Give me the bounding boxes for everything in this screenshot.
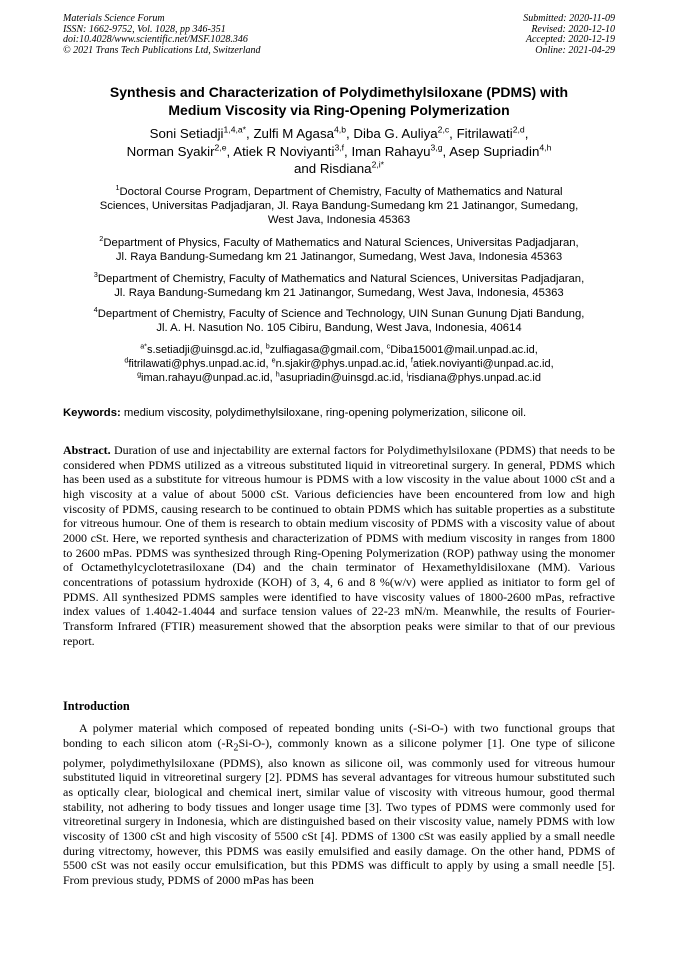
author-sup: 3,f [334,142,345,153]
email-line [63,343,615,357]
accepted-date: Accepted: 2020-12-19 [525,34,615,46]
email-sup: c [386,342,391,351]
email-sup: f [410,356,413,365]
author-sep: , [344,143,352,159]
email-address: s.setiadji@uinsgd.ac.id, [146,344,266,356]
keywords-text: medium viscosity, polydimethylsiloxane, ring-opening polymerization, silicone oil. [120,407,527,419]
affiliation-text: Department of Chemistry, Faculty of Mathematics and Natural Sciences, Universitas Padjadjaran, [97,273,585,285]
affiliation-line [63,185,615,199]
author-sep: , [346,126,354,141]
affiliation-line: West Java, Indonesia 45363 [267,214,411,227]
affiliation-sup: 1 [115,183,120,193]
affiliation-sup: 2 [99,234,104,244]
intro-text-part: A polymer material which composed of repeated bonding units (-Si-O-) with two functional groups that bonding to each silicon atom (-R [63,721,615,750]
issn-line: ISSN: 1662-9752, Vol. 1028, pp 346-351 [63,23,226,35]
affiliation-text: Doctoral Course Program, Department of Chemistry, Faculty of Mathematics and Natural [119,186,563,198]
author-name: Soni Setiadji [149,126,224,141]
affiliation-line: Jl. A. H. Nasution No. 105 Cibiru, Bandung, West Java, Indonesia, 40614 [156,322,522,335]
email-sup: h [275,370,280,379]
abstract [63,443,615,648]
email-address: risdiana@phys.unpad.ac.id [408,372,541,385]
affiliation-text: Department of Chemistry, Faculty of Science and Technology, UIN Sunan Gunung Djati Bandung, [97,308,585,320]
author-sup: 4,b [334,124,346,135]
title-line: Synthesis and Characterization of Polydimethylsiloxane (PDMS) with [109,84,569,100]
submission-dates [523,14,615,56]
online-date: Online: 2021-04-29 [535,44,615,56]
revised-date: Revised: 2020-12-10 [531,23,615,35]
author-name: Atiek R Noviyanti [233,143,335,159]
abstract-text: Duration of use and injectability are external factors for Polydimethylsiloxane (PDMS) that needs to be considered when PDMS utilized as a vitreous substituted liquid in vitreoretinal surgery. In general, PDMS which has been used as a substitute for vitreous humour is PDMS with a low viscosity in the value about 1000 cSt and a high viscosity at a value of about 5000 cSt. Various deficiencies have been encountered from low and high viscosity of PDMS, causing research to be continued to obtain PDMS which has suitable properties as a substitute for vitreous humour. One of them is research to obtain medium viscosity of PDMS with a viscosity value of about 2000 cSt. Here, we reported synthesis and characterization of PDMS with medium viscosity in ranges from 1800 to 2600 mPas. PDMS was synthesized through Ring-Opening Polymerization (ROP) pathway using the monomer of Octamethylcyclotetrasiloxane (D4) and the chain terminator of Hexamethyldisiloxane (MM). Various concentrations of potassium hydroxide (KOH) of 3, 4, 6 and 8 %(w/v) were applied as initiator to form gel of PDMS. All synthesized PDMS samples were identified to have viscosity values of 1800-2600 mPas, refractive index values of 1.4042-1.4044 and surface tension values of 22-23 mN/m. Meanwhile, the results of Fourier-Transform Infrared (FTIR) measurement showed that the absorption peaks were similar to that of our previous report. [63,443,615,648]
affiliation-2 [63,236,615,264]
author-sup: 1,4,a* [223,124,247,135]
intro-text-part: Si-O-), commonly known as a silicone polymer [1]. One type of silicone polymer, polydimethylsiloxane (PDMS), also known as silicone oil, was commonly used for vitreous humour substituted liquid in vitreoretinal surgery [2]. PDMS has several advantages for vitreous humour substituted such as optically clear, biological and chemical inert, similar value of viscosity with vitreous humour, good thermal stability, not adhering to body tissues and longer usage time [3]. Two types of PDMS were commonly used for vitreoretinal surgery in Indonesia, which are distinguished based on their viscosity value, namely PDMS with low viscosity of 1300 cSt and high viscosity of 5500 cSt [4]. PDMS of 1300 cSt was easily applied by a small needle during vitrectomy, however, this PDMS was easily emulsified and easily damage. On the other hand, PDMS of 5500 cSt was not easily occur emulsification, but this PDMS was difficult to apply by using a small needle [5]. From previous study, PDMS of 2000 mPas has been [63,735,615,887]
author-sup: 2,c [437,124,450,135]
copyright-line: © 2021 Trans Tech Publications Ltd, Switzerland [63,44,261,56]
affiliation-line: Jl. Raya Bandung-Sumedang km 21 Jatinangor, Sumedang, West Java, Indonesia 45363 [115,251,563,264]
author-name: Fitrilawati [456,126,513,141]
author-line [63,143,615,161]
email-address: n.sjakir@phys.unpad.ac.id, [275,358,411,371]
affiliation-4 [63,307,615,335]
submitted-date: Submitted: 2020-11-09 [523,13,615,24]
affiliation-line [63,272,615,286]
email-address: zulfiagasa@gmail.com, [269,344,387,356]
author-line [63,160,615,178]
affiliation-3 [63,272,615,300]
email-sup: d [124,356,129,365]
email-line [63,371,615,385]
introduction-heading: Introduction [63,699,130,713]
author-name: Norman Syakir [126,143,215,159]
doi-line: doi:10.4028/www.scientific.net/MSF.1028.346 [63,34,248,46]
author-name: Iman Rahayu [351,143,431,159]
author-name: and Risdiana [293,161,372,176]
email-address: fitrilawati@phys.unpad.ac.id, [128,358,272,371]
author-sup: 2,e [214,142,227,153]
affiliation-sup: 3 [93,270,98,280]
email-address: asupriadin@uinsgd.ac.id, [279,372,407,385]
author-emails [63,343,615,386]
affiliation-sup: 4 [93,305,98,315]
email-address: atiek.noviyanti@unpad.ac.id, [412,358,554,371]
affiliation-line [63,307,615,321]
author-sup: 2,d [512,124,525,135]
email-sup: b [265,342,270,351]
author-sep: , [449,126,457,141]
email-address: iman.rahayu@unpad.ac.id, [141,372,276,385]
author-sup: 2,i* [371,159,385,170]
title-line: Medium Viscosity via Ring-Opening Polymerization [168,102,510,118]
paper-title [63,83,615,119]
affiliation-1 [63,185,615,228]
affiliation-line: Sciences, Universitas Padjadjaran, Jl. Raya Bandung-Sumedang km 21 Jatinangor, Sumedang, [99,200,579,213]
author-list [63,125,615,178]
keywords [63,406,615,420]
author-sep: , [246,126,254,141]
email-sup: g [137,370,142,379]
author-name: Zulfi M Agasa [253,126,334,141]
affiliation-line [63,236,615,250]
affiliation-text: Department of Physics, Faculty of Mathematics and Natural Sciences, Universitas Padjadjaran, [103,237,579,249]
author-sep: , [442,143,450,159]
intro-subscript: 2 [233,742,239,754]
email-line [63,357,615,371]
author-name: Diba G. Auliya [353,126,438,141]
author-line [63,125,615,143]
affiliation-line: Jl. Raya Bandung-Sumedang km 21 Jatinangor, Sumedang, West Java, Indonesia, 45363 [114,287,564,300]
author-sup: 4,h [539,142,552,153]
author-sup: 3,g [430,142,443,153]
author-name: Asep Supriadin [449,143,540,159]
author-sep: , [524,126,529,141]
introduction-text [63,721,615,888]
email-sup: a* [140,342,147,351]
author-sep: , [226,143,234,159]
email-address: Diba15001@mail.unpad.ac.id, [390,344,538,356]
abstract-label: Abstract. [63,443,111,457]
email-sup: i [406,370,409,379]
email-sup: e [271,356,276,365]
keywords-label: Keywords: [63,407,121,419]
journal-info [63,14,261,56]
journal-name: Materials Science Forum [63,13,165,24]
